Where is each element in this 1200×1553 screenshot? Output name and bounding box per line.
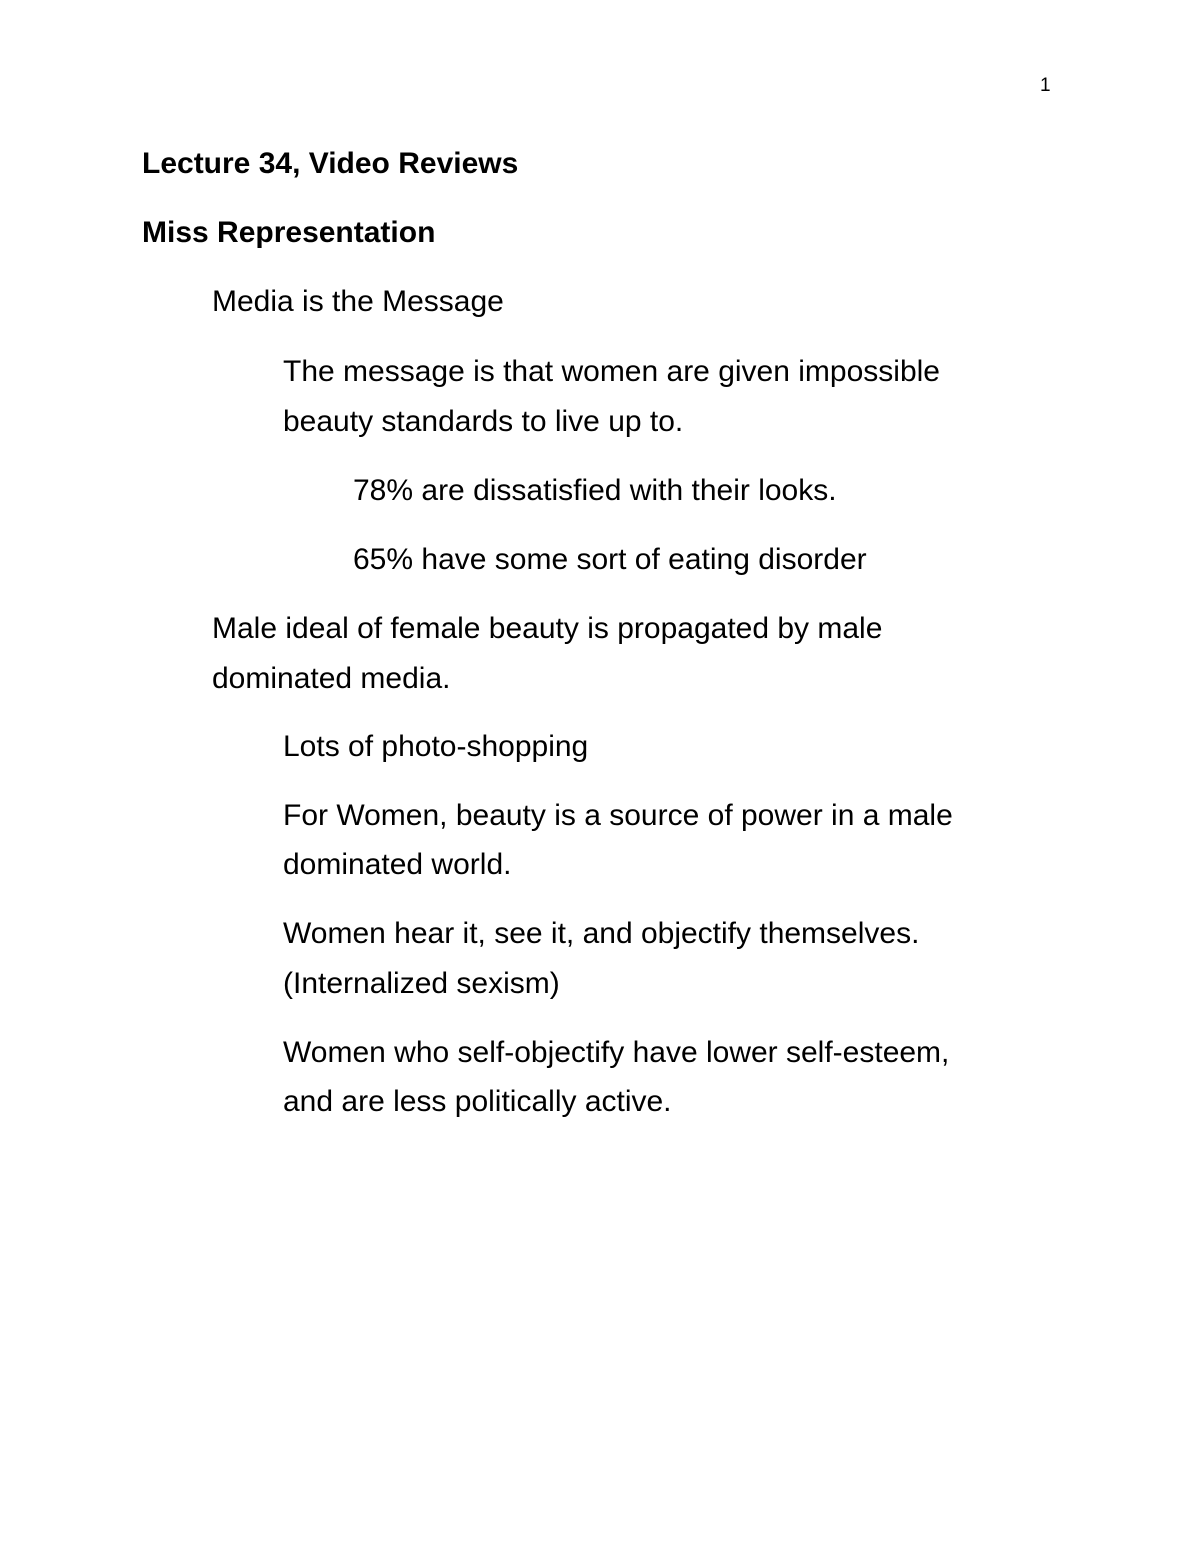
outline-item: Media is the Message bbox=[212, 285, 504, 318]
outline-item-continuation: dominated world. bbox=[283, 848, 512, 881]
outline-item: The message is that women are given impossible bbox=[283, 355, 940, 388]
outline-item-continuation: beauty standards to live up to. bbox=[283, 405, 684, 438]
outline-item: Women who self-objectify have lower self-esteem, bbox=[283, 1036, 950, 1069]
outline-item-continuation: (Internalized sexism) bbox=[283, 967, 560, 1000]
outline-item: Lots of photo-shopping bbox=[283, 730, 589, 763]
page-number: 1 bbox=[1040, 75, 1051, 96]
outline-item-continuation: and are less politically active. bbox=[283, 1085, 672, 1118]
outline-item: Women hear it, see it, and objectify themselves. bbox=[283, 917, 920, 950]
outline-item: For Women, beauty is a source of power in a male bbox=[283, 799, 953, 832]
outline-item-continuation: dominated media. bbox=[212, 662, 451, 695]
outline-item: 65% have some sort of eating disorder bbox=[353, 543, 867, 576]
document-title: Lecture 34, Video Reviews bbox=[142, 147, 519, 180]
outline-item: Male ideal of female beauty is propagated by male bbox=[212, 612, 883, 645]
section-heading: Miss Representation bbox=[142, 216, 436, 249]
outline-item: 78% are dissatisfied with their looks. bbox=[353, 474, 837, 507]
